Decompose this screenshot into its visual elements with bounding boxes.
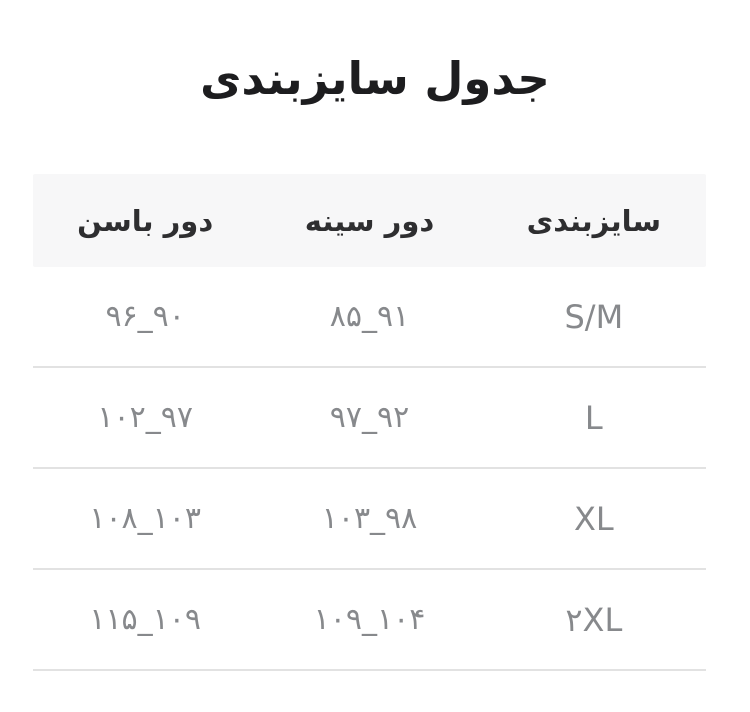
hip-cell: ۱۱۵_۱۰۹ <box>89 602 202 637</box>
table-header-row <box>33 174 706 267</box>
page-title: جدول سایزبندی <box>200 52 550 105</box>
size-cell: L <box>584 398 603 437</box>
size-cell: S/M <box>564 297 624 336</box>
chest-cell: ۸۵_۹۱ <box>329 299 410 334</box>
chest-cell: ۱۰۹_۱۰۴ <box>313 602 426 637</box>
table-row <box>33 368 706 469</box>
size-cell: XL <box>573 499 614 538</box>
header-cell-chest: دور سینه <box>304 203 435 238</box>
header-cell-hip: دور باسن <box>77 203 214 238</box>
chest-cell: ۱۰۳_۹۸ <box>321 501 418 536</box>
table-row <box>33 469 706 570</box>
size-cell: ۲XL <box>565 600 623 639</box>
table-row <box>33 570 706 671</box>
size-table <box>33 174 706 671</box>
hip-cell: ۱۰۲_۹۷ <box>97 400 193 435</box>
table-row <box>33 267 706 368</box>
hip-cell: ۱۰۸_۱۰۳ <box>89 501 202 536</box>
header-cell-size: سایزبندی <box>526 203 662 238</box>
chest-cell: ۹۷_۹۲ <box>329 400 410 435</box>
hip-cell: ۹۶_۹۰ <box>105 299 185 334</box>
